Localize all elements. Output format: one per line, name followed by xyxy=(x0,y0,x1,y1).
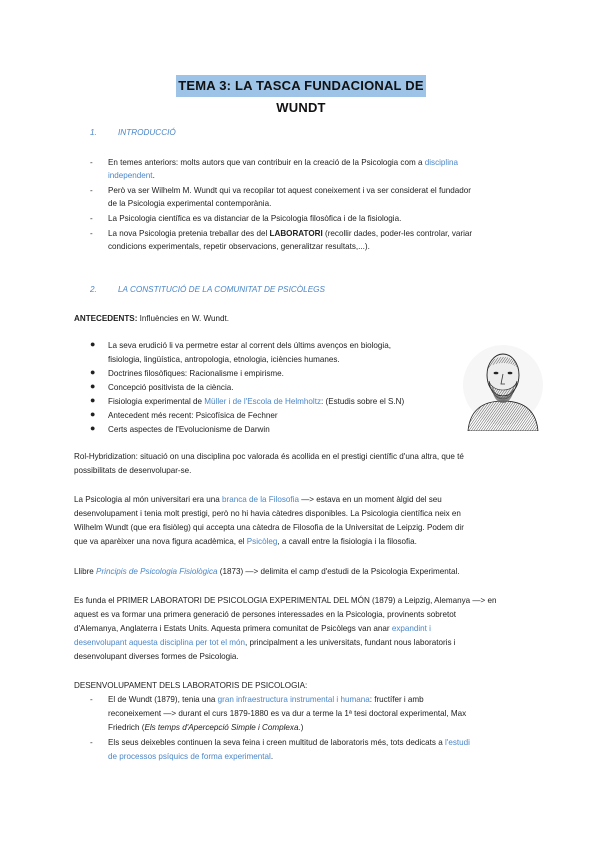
funda-line-1: Es funda el PRIMER LABORATORI DE PSICOLOGIA EXPERIMENTAL DEL MÓN (1879) a Leipzig, Alemanya —> en xyxy=(74,596,497,605)
antecedent-item-5: Antecedent més recent: Psicofísica de Fechner xyxy=(108,411,278,420)
desenv-item-2-line-1: Els seus deixebles continuen la seva feina i creen multitud de laboratoris més, tots dedicats a l'estudi xyxy=(108,738,470,747)
desenv-item-1-line-1: El de Wundt (1879), tenia una gran infraestructura instrumental i humana: fructífer i amb xyxy=(108,695,424,704)
intro-item-4-line-1: La nova Psicologia pretenia treballar des del LABORATORI (recollir dades, poder-les controlar, variar xyxy=(108,229,473,238)
section-heading-intro: 1. INTRODUCCIÓ xyxy=(90,128,176,137)
rol-line-2: possibilitats de desenvolupar-se. xyxy=(74,466,192,475)
desenv-item-1-line-3: Friedrich (Els temps d'Apercepció Simple i Complexa.) xyxy=(108,723,304,732)
psico-line-2: desenvolupament i tenia molt prestigi, però no hi havia càtedres disponibles. La Psicologia científica neix en xyxy=(74,509,461,518)
desenvolupament-heading: DESENVOLUPAMENT DELS LABORATORIS DE PSICOLOGIA: xyxy=(74,681,308,690)
bullet-dot: ● xyxy=(90,423,96,433)
intro-item-1-line-1: En temes anteriors: molts autors que van contribuir en la creació de la Psicologia com a disciplina xyxy=(108,158,459,167)
intro-item-2-line-1: Però va ser Wilhelm M. Wundt qui va recopilar tot aquest coneixement i va ser considerat el fundador xyxy=(108,186,471,195)
list-dash: - xyxy=(90,186,93,195)
list-dash: - xyxy=(90,738,93,747)
desenv-item-1-line-2: reconeixement —> durant el curs 1879-1880 es va dur a terme la 1ª tesi doctoral experimental, Max xyxy=(108,709,467,718)
antecedent-item-1-line-1: La seva erudició li va permetre estar al corrent dels últims avenços en biologia, xyxy=(108,341,391,350)
rol-line-1: Rol-Hybridization: situació on una disciplina poc valorada és acollida en el prestigi científic d'una altra, que té xyxy=(74,452,464,461)
wundt-portrait-image xyxy=(462,339,544,431)
desenv-item-2-line-2: de processos psíquics de forma experimental. xyxy=(108,752,274,761)
funda-line-5: desenvolupant diverses formes de Psicologia. xyxy=(74,652,239,661)
page-title: TEMA 3: LA TASCA FUNDACIONAL DE WUNDT xyxy=(176,75,426,97)
antecedent-item-1-line-2: fisiologia, lingüística, antropologia, etnologia, iciències humanes. xyxy=(108,355,340,364)
antecedent-item-4: Fisiologia experimental de Müller i de l'Escola de Helmholtz: (Estudis sobre el S.N) xyxy=(108,397,405,406)
bullet-dot: ● xyxy=(90,381,96,391)
list-dash: - xyxy=(90,214,93,223)
list-dash: - xyxy=(90,229,93,238)
antecedent-item-3: Concepció positivista de la ciència. xyxy=(108,383,234,392)
list-dash: - xyxy=(90,695,93,704)
psico-line-1: La Psicologia al món universitari era una branca de la Filosofia —> estava en un moment àlgid del seu xyxy=(74,495,442,504)
antecedent-item-2: Doctrines filosòfiques: Racionalisme i empirisme. xyxy=(108,369,284,378)
psico-line-3: Wilhelm Wundt (que era fisiòleg) qui accepta una càtedra de Filosofia de la Universitat de Leipzig. Podem dir xyxy=(74,523,464,532)
bullet-dot: ● xyxy=(90,395,96,405)
intro-item-2-line-2: de la Psicologia experimental contemporània. xyxy=(108,199,272,208)
bullet-dot: ● xyxy=(90,367,96,377)
bullet-dot: ● xyxy=(90,339,96,349)
funda-line-4: desenvolupant aquesta disciplina per tot el món, principalment a les universitats, fundant nous laboratoris i xyxy=(74,638,456,647)
llibre-line: Llibre Principis de Psicologia Fisiològica (1873) —> delimita el camp d'estudi de la Psicologia Experimental. xyxy=(74,567,460,576)
antecedent-item-6: Certs aspectes de l'Evolucionisme de Darwin xyxy=(108,425,270,434)
intro-item-3: La Psicologia científica es va distanciar de la Psicologia filosòfica i de la fisiologia. xyxy=(108,214,402,223)
psico-line-4: que va aparèixer una nova figura acadèmica, el Psicòleg, a cavall entre la fisiologia i la filosofia. xyxy=(74,537,417,546)
list-dash: - xyxy=(90,158,93,167)
section-heading-comunitat: 2. LA CONSTITUCIÓ DE LA COMUNITAT DE PSICÒLEGS xyxy=(90,285,325,294)
funda-line-2: aquest es va formar una primera generació de persones interessades en la Psicologia, provinents sobretot xyxy=(74,610,456,619)
funda-line-3: d'Alemanya, Anglaterra i Estats Units. Aquesta primera comunitat de Psicòlegs van anar expandint i xyxy=(74,624,431,633)
intro-item-1-line-2: independent. xyxy=(108,171,155,180)
bullet-dot: ● xyxy=(90,409,96,419)
intro-item-4-line-2: condicions experimentals, repetir observacions, generalitzar resultats,...). xyxy=(108,242,370,251)
antecedents-line: ANTECEDENTS: Influències en W. Wundt. xyxy=(74,314,230,323)
